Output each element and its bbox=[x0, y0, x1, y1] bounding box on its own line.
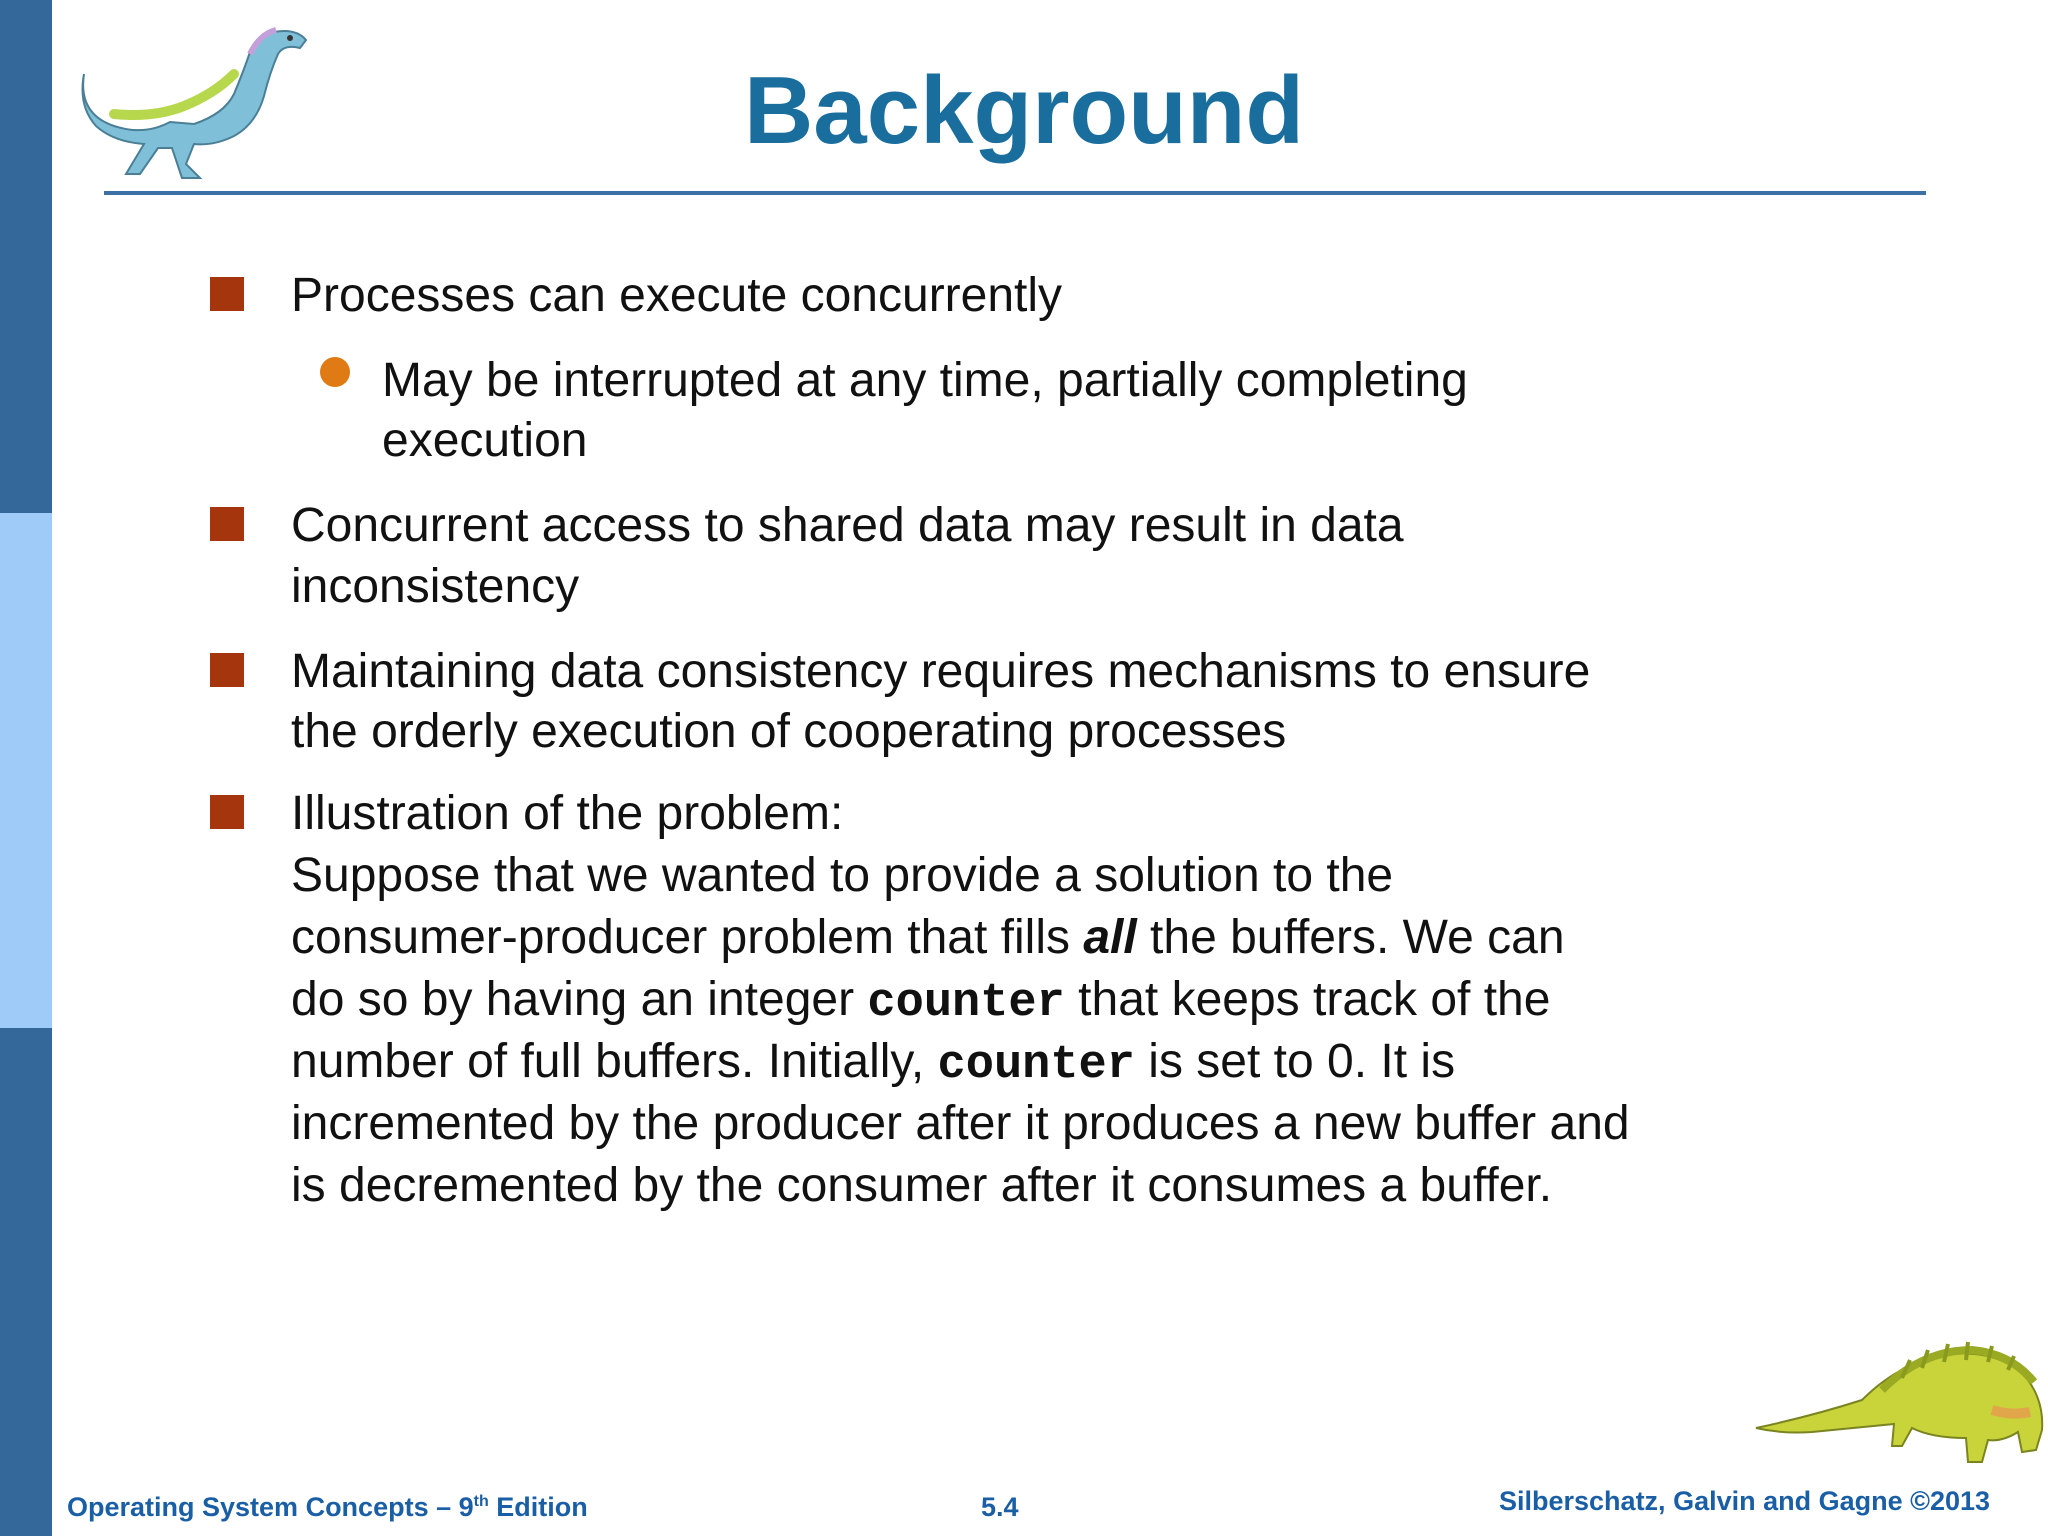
bullet-text: Concurrent access to shared data may result in data bbox=[291, 499, 1404, 552]
footer-text: Operating System Concepts – 9 bbox=[67, 1492, 474, 1522]
square-bullet-icon bbox=[210, 795, 244, 829]
square-bullet-icon bbox=[210, 653, 244, 687]
sub-bullet-text: May be interrupted at any time, partially completing bbox=[382, 354, 1468, 407]
bullet-text-continued: inconsistency bbox=[291, 560, 580, 613]
illustration-line: incremented by the producer after it produces a new buffer and bbox=[291, 1097, 1630, 1150]
text-run: that keeps track of the bbox=[1064, 973, 1551, 1026]
footer-slide-number: 5.4 bbox=[981, 1492, 1019, 1522]
text-run: do so by having an integer bbox=[291, 973, 868, 1026]
side-band-middle bbox=[0, 513, 52, 1028]
illustration-line: is decremented by the consumer after it consumes a buffer. bbox=[291, 1159, 1553, 1212]
bullet-text-continued: the orderly execution of cooperating processes bbox=[291, 705, 1287, 758]
bullet-text: Maintaining data consistency requires mechanisms to ensure bbox=[291, 645, 1591, 698]
square-bullet-icon bbox=[210, 277, 244, 311]
emphasis-text: all bbox=[1083, 911, 1137, 964]
text-run: number of full buffers. Initially, bbox=[291, 1035, 938, 1088]
illustration-line: Suppose that we wanted to provide a solution to the bbox=[291, 849, 1394, 902]
text-run: the buffers. We can bbox=[1136, 911, 1565, 964]
sub-bullet-text-continued: execution bbox=[382, 414, 588, 467]
title-divider bbox=[104, 191, 1926, 195]
code-counter: counter bbox=[867, 977, 1065, 1030]
square-bullet-icon bbox=[210, 507, 244, 541]
bullet-text: Processes can execute concurrently bbox=[291, 269, 1063, 322]
text-run: is set to 0. It is bbox=[1134, 1035, 1456, 1088]
illustration-line bbox=[291, 1031, 1455, 1097]
dinosaur-bottom-right-icon bbox=[1752, 1320, 2048, 1470]
slide-title: Background bbox=[743, 57, 1305, 164]
footer-authors: Silberschatz, Galvin and Gagne ©2013 bbox=[1499, 1486, 1991, 1516]
footer-book-title bbox=[67, 1492, 588, 1523]
illustration-line bbox=[291, 907, 1565, 969]
code-counter: counter bbox=[937, 1039, 1135, 1092]
side-band-bottom bbox=[0, 1028, 52, 1536]
illustration-heading: Illustration of the problem: bbox=[291, 787, 844, 840]
footer-superscript: th bbox=[473, 1493, 489, 1510]
text-run: consumer-producer problem that fills bbox=[291, 911, 1084, 964]
illustration-line bbox=[291, 969, 1550, 1035]
round-bullet-icon bbox=[320, 357, 350, 387]
footer-text: Edition bbox=[488, 1492, 588, 1522]
